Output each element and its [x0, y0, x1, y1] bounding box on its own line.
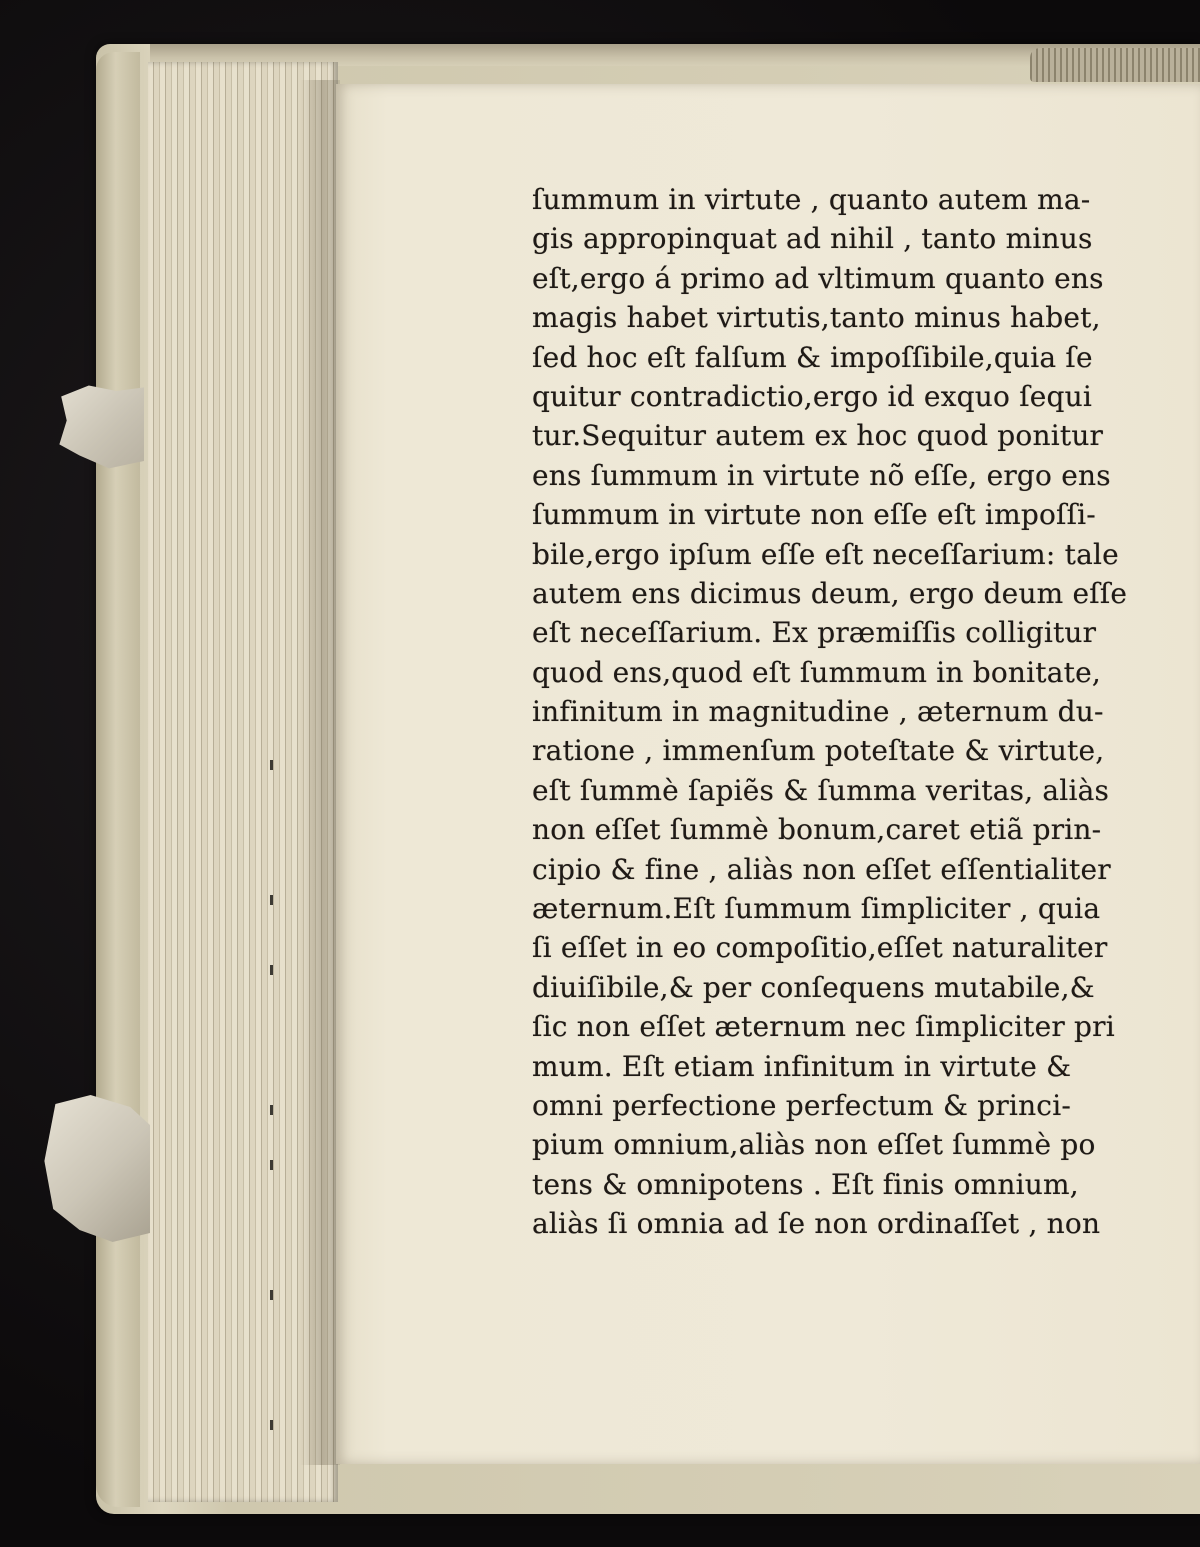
text-line: tens & omnipotens . Eſt finis omnium, — [532, 1167, 1079, 1201]
text-line: ſed hoc eſt falſum & impoſſibile,quia ſe — [532, 340, 1093, 374]
text-line: eſt,ergo á primo ad vltimum quanto ens — [532, 261, 1104, 295]
torn-tie-remnant — [52, 380, 144, 472]
text-line: ſummum in virtute non eſſe eſt impoſſi- — [532, 498, 1096, 532]
text-line: æternum.Eſt ſummum ſimpliciter , quia — [532, 892, 1101, 926]
text-line: omni perfectione perfectum & princi- — [532, 1088, 1072, 1122]
stack-mark — [270, 895, 273, 905]
text-line: quitur contradictio,ergo id exquo ſequi — [532, 379, 1093, 413]
text-line: diuiſibile,& per conſequens mutabile,& — [532, 970, 1095, 1004]
text-line: ratione , immenſum poteſtate & virtute, — [532, 734, 1105, 768]
stack-mark — [270, 1290, 273, 1300]
text-line: autem ens dicimus deum, ergo deum eſſe — [532, 576, 1128, 610]
text-line: aliàs ſi omnia ad ſe non ordinaſſet , non — [532, 1207, 1101, 1241]
text-line: quod ens,quod eſt ſummum in bonitate, — [532, 655, 1101, 689]
cover-spine-edge — [96, 52, 140, 1507]
text-line: ſic non eſſet æternum nec ſimpliciter pri — [532, 1010, 1115, 1044]
text-line: ens ſummum in virtute nõ eſſe, ergo ens — [532, 458, 1111, 492]
gutter-shadow — [300, 80, 340, 1465]
text-line: bile,ergo ipſum eſſe eſt neceſſarium: tale — [532, 537, 1119, 571]
text-line: magis habet virtutis,tanto minus habet, — [532, 301, 1101, 335]
torn-tie-remnant — [40, 1092, 150, 1242]
text-line: eſt neceſſarium. Ex præmiſſis colligitur — [532, 616, 1097, 650]
text-line: infinitum in magnitudine , æternum du- — [532, 695, 1104, 729]
stack-mark — [270, 1105, 273, 1115]
stack-mark — [270, 1160, 273, 1170]
stack-mark — [270, 965, 273, 975]
text-line: non eſſet ſummè bonum,caret etiã prin- — [532, 813, 1102, 847]
text-line: gis appropinquat ad nihil , tanto minus — [532, 222, 1093, 256]
binding-headband — [1030, 48, 1200, 82]
text-line: ſi eſſet in eo compoſitio,eſſet naturaliter — [532, 931, 1108, 965]
text-line: cipio & fine , aliàs non eſſet eſſentialiter — [532, 852, 1111, 886]
text-line: pium omnium,aliàs non eſſet ſummè po — [532, 1128, 1096, 1162]
page-text-block — [532, 180, 1172, 1244]
text-line: mum. Eſt etiam infinitum in virtute & — [532, 1049, 1072, 1083]
text-line: eſt ſummè ſapiẽs & ſumma veritas, aliàs — [532, 773, 1110, 807]
stack-mark — [270, 1420, 273, 1430]
stack-mark — [270, 760, 273, 770]
text-line: tur.Sequitur autem ex hoc quod ponitur — [532, 419, 1104, 453]
text-line: ſummum in virtute , quanto autem ma- — [532, 183, 1091, 216]
